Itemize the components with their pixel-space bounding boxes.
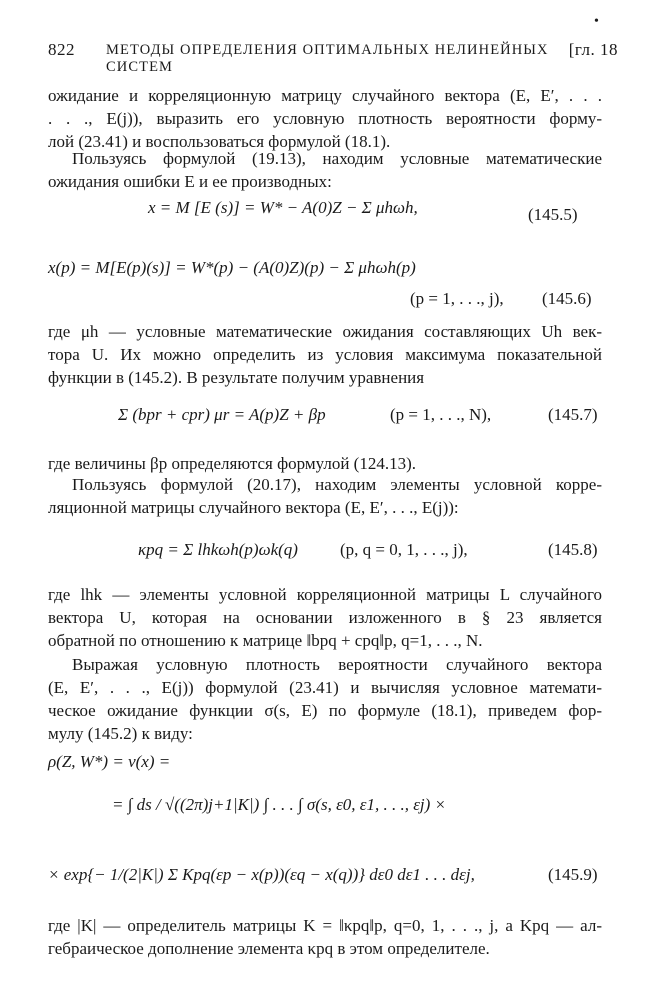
- text-line: . . ., Ε(j)), выразить его условную плотность вероятности форму-: [48, 109, 602, 128]
- corner-dot: •: [594, 14, 599, 29]
- text-line: где μh — условные математические ожидания составляющих Uh век-: [48, 322, 602, 341]
- equation-condition: (p, q = 0, 1, . . ., j),: [340, 540, 468, 559]
- text-line: ческое ожидание функции σ(s, Ε) по формуле (18.1), приведем фор-: [48, 701, 602, 720]
- running-header: [48, 40, 618, 75]
- equation-number: (145.9): [548, 865, 598, 884]
- equation-number: (145.8): [548, 540, 598, 559]
- text-line: тора U. Их можно определить из условия максимума показательной: [48, 345, 602, 364]
- equation-condition: (p = 1, . . ., N),: [390, 405, 492, 424]
- text-line: вектора U, которая на основании изложенного в § 23 является: [48, 608, 602, 627]
- text-line: где величины βp определяются формулой (124.13).: [48, 454, 417, 473]
- text-line: мулу (145.2) к виду:: [48, 724, 193, 743]
- text-line: лой (23.41) и воспользоваться формулой (18.1).: [48, 132, 391, 151]
- text-line: Пользуясь формулой (19.13), находим условные математические: [72, 149, 602, 168]
- text-line: где lhk — элементы условной корреляционной матрицы L случайного: [48, 585, 602, 604]
- text-line: ожидания ошибки Ε и ее производных:: [48, 172, 332, 191]
- text-line: где |K| — определитель матрицы K = ‖κpq‖p, q=0, 1, . . ., j, а Kpq — ал-: [48, 916, 602, 935]
- text-line: Пользуясь формулой (20.17), находим элементы условной корре-: [72, 475, 602, 494]
- text-line: Выражая условную плотность вероятности случайного вектора: [72, 655, 602, 674]
- running-title: МЕТОДЫ ОПРЕДЕЛЕНИЯ ОПТИМАЛЬНЫХ НЕЛИНЕЙНЫХ СИСТЕМ: [106, 42, 549, 75]
- equation-145-9-line1: ρ(Z, W*) = ν(x) =: [48, 752, 171, 771]
- text-line: обратной по отношению к матрице ‖bpq + cpq‖p, q=1, . . ., N.: [48, 631, 483, 650]
- text-line: ляционной матрицы случайного вектора (Ε, Ε′, . . ., Ε(j)):: [48, 498, 459, 517]
- equation-145-5: x = M [Ε (s)] = W* − A(0)Z − Σ μhωh,: [148, 198, 418, 217]
- text-line: ожидание и корреляционную матрицу случайного вектора (Ε, Ε′, . . .: [48, 86, 602, 105]
- text-line: гебраическое дополнение элемента κpq в этом определителе.: [48, 939, 490, 958]
- chapter-ref: [гл. 18: [568, 40, 618, 59]
- equation-145-8: κpq = Σ lhkωh(p)ωk(q): [138, 540, 298, 559]
- equation-145-6: x(p) = M[Ε(p)(s)] = W*(p) − (A(0)Z)(p) − Σ μhωh(p): [48, 258, 416, 277]
- equation-145-9-line2: = ∫ ds / √((2π)j+1|K|) ∫ . . . ∫ σ(s, ε0, ε1, . . ., εj) ×: [112, 795, 447, 814]
- equation-145-9-line3: × exp{− 1/(2|K|) Σ Kpq(εp − x(p))(εq − x(q))} dε0 dε1 . . . dεj,: [48, 865, 475, 884]
- equation-number: (145.6): [542, 289, 592, 308]
- page-number: 822: [48, 40, 75, 59]
- equation-145-7: Σ (bpr + cpr) μr = A(p)Z + βp: [118, 405, 326, 424]
- equation-number: (145.7): [548, 405, 598, 424]
- equation-number: (145.5): [528, 205, 578, 224]
- text-line: функции в (145.2). В результате получим уравнения: [48, 368, 425, 387]
- equation-condition: (p = 1, . . ., j),: [410, 289, 504, 308]
- text-line: (Ε, Ε′, . . ., Ε(j)) формулой (23.41) и вычисляя условное математи-: [48, 678, 602, 697]
